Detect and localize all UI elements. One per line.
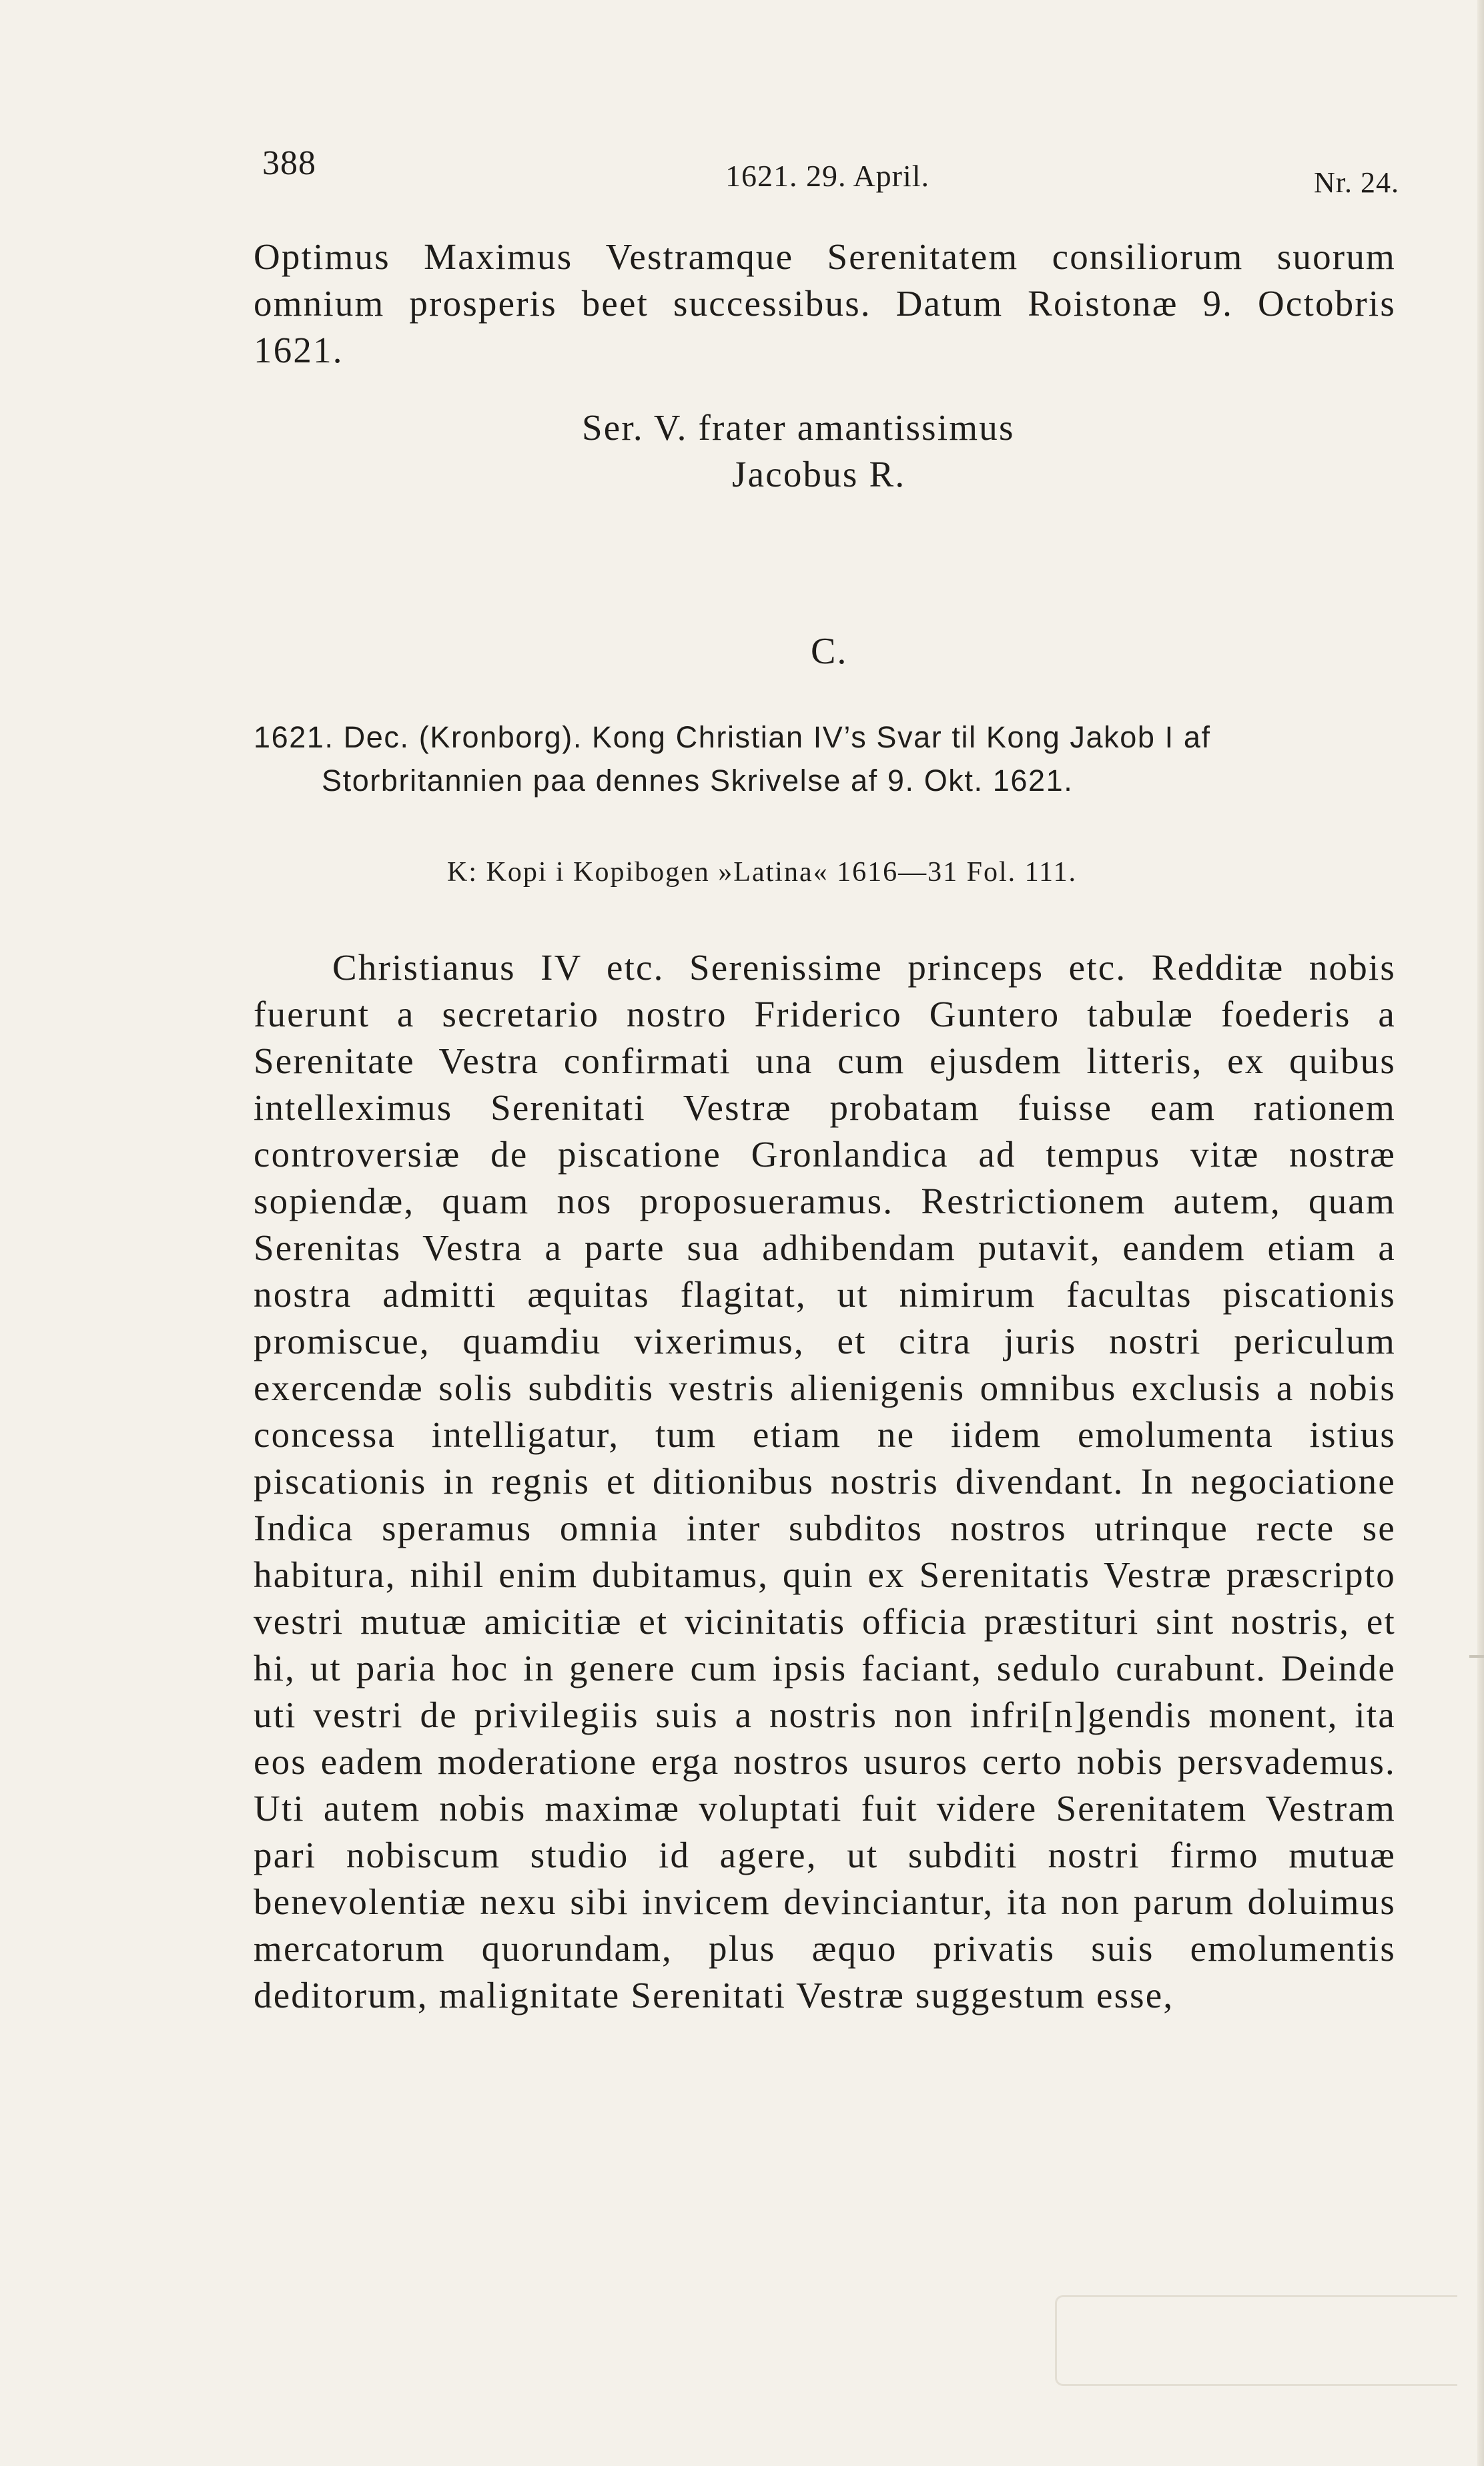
page-corner-mark xyxy=(1055,2295,1457,2386)
signature-block xyxy=(582,404,1015,498)
document-number: Nr. 24. xyxy=(1314,166,1399,199)
document-heading xyxy=(254,715,1396,802)
page-number: 388 xyxy=(262,144,316,182)
closing-paragraph-block xyxy=(254,234,1396,374)
document-heading-line-2: Storbritannien paa dennes Skrivelse af 9. Okt. 1621. xyxy=(322,763,1074,798)
body-paragraph: Christianus IV etc. Serenissime princeps etc. Redditæ nobis fuerunt a secretario nostro Friderico Guntero tabulæ foederis a Serenitate Vestra confirmati una cum ejusdem litteris, ex quibus intelleximus Serenitati Vestræ probatam fuisse eam rationem controversiæ de piscatione Gronlandica ad tempus vitæ nostræ sopiendæ, quam nos proposueramus. Restrictionem autem, quam Serenitas Vestra a parte sua adhibendam putavit, eandem etiam a nostra admitti æquitas flagitat, ut nimirum facultas piscationis promiscue, quamdiu vixerimus, et citra juris nostri periculum exercendæ solis subditis vestris alienigenis omnibus exclusis a nobis concessa intelligatur, tum etiam ne iidem emolumenta istius piscationis in regnis et ditionibus nostris divendant. In negociatione Indica speramus omnia inter subditos nostros utrinque recte se habitura, nihil enim dubitamus, quin ex Serenitatis Vestræ præscripto vestri mutuæ amicitiæ et vicinitatis officia præstituri sint nostris, et hi, ut paria hoc in genere cum ipsis faciant, sedulo curabunt. Deinde uti vestri de privilegiis suis a nostris non infri[n]gendis monent, ita eos eadem moderatione erga nostros usuros certo nobis persvademus. Uti autem nobis maximæ voluptati fuit videre Serenitatem Vestram pari nobiscum studio id agere, ut subditi nostri firmo mutuæ benevolentiæ nexu sibi invicem devinciantur, ita non parum doluimus mercatorum quorundam, plus æquo privatis suis emolumentis deditorum, malignitate Serenitati Vestræ suggestum esse, xyxy=(254,947,1396,2016)
margin-mark xyxy=(1469,1655,1484,1658)
page-header xyxy=(0,143,1484,197)
body-text-block xyxy=(254,944,1396,2019)
section-letter: C. xyxy=(811,631,848,672)
signature-line-2: Jacobus R. xyxy=(732,454,906,495)
source-reference: K: Kopi i Kopibogen »Latina« 1616—31 Fol. 111. xyxy=(447,857,1077,888)
running-title: 1621. 29. April. xyxy=(725,159,930,193)
signature-line-1: Ser. V. frater amantissimus xyxy=(582,407,1015,448)
document-heading-line-1: 1621. Dec. (Kronborg). Kong Christian IV’s Svar til Kong Jakob I af xyxy=(254,720,1211,754)
closing-paragraph: Optimus Maximus Vestramque Serenitatem consiliorum suorum omnium prosperis beet successibus. Datum Roistonæ 9. Octobris 1621. xyxy=(254,236,1396,370)
page-edge-shadow xyxy=(1477,0,1484,2466)
